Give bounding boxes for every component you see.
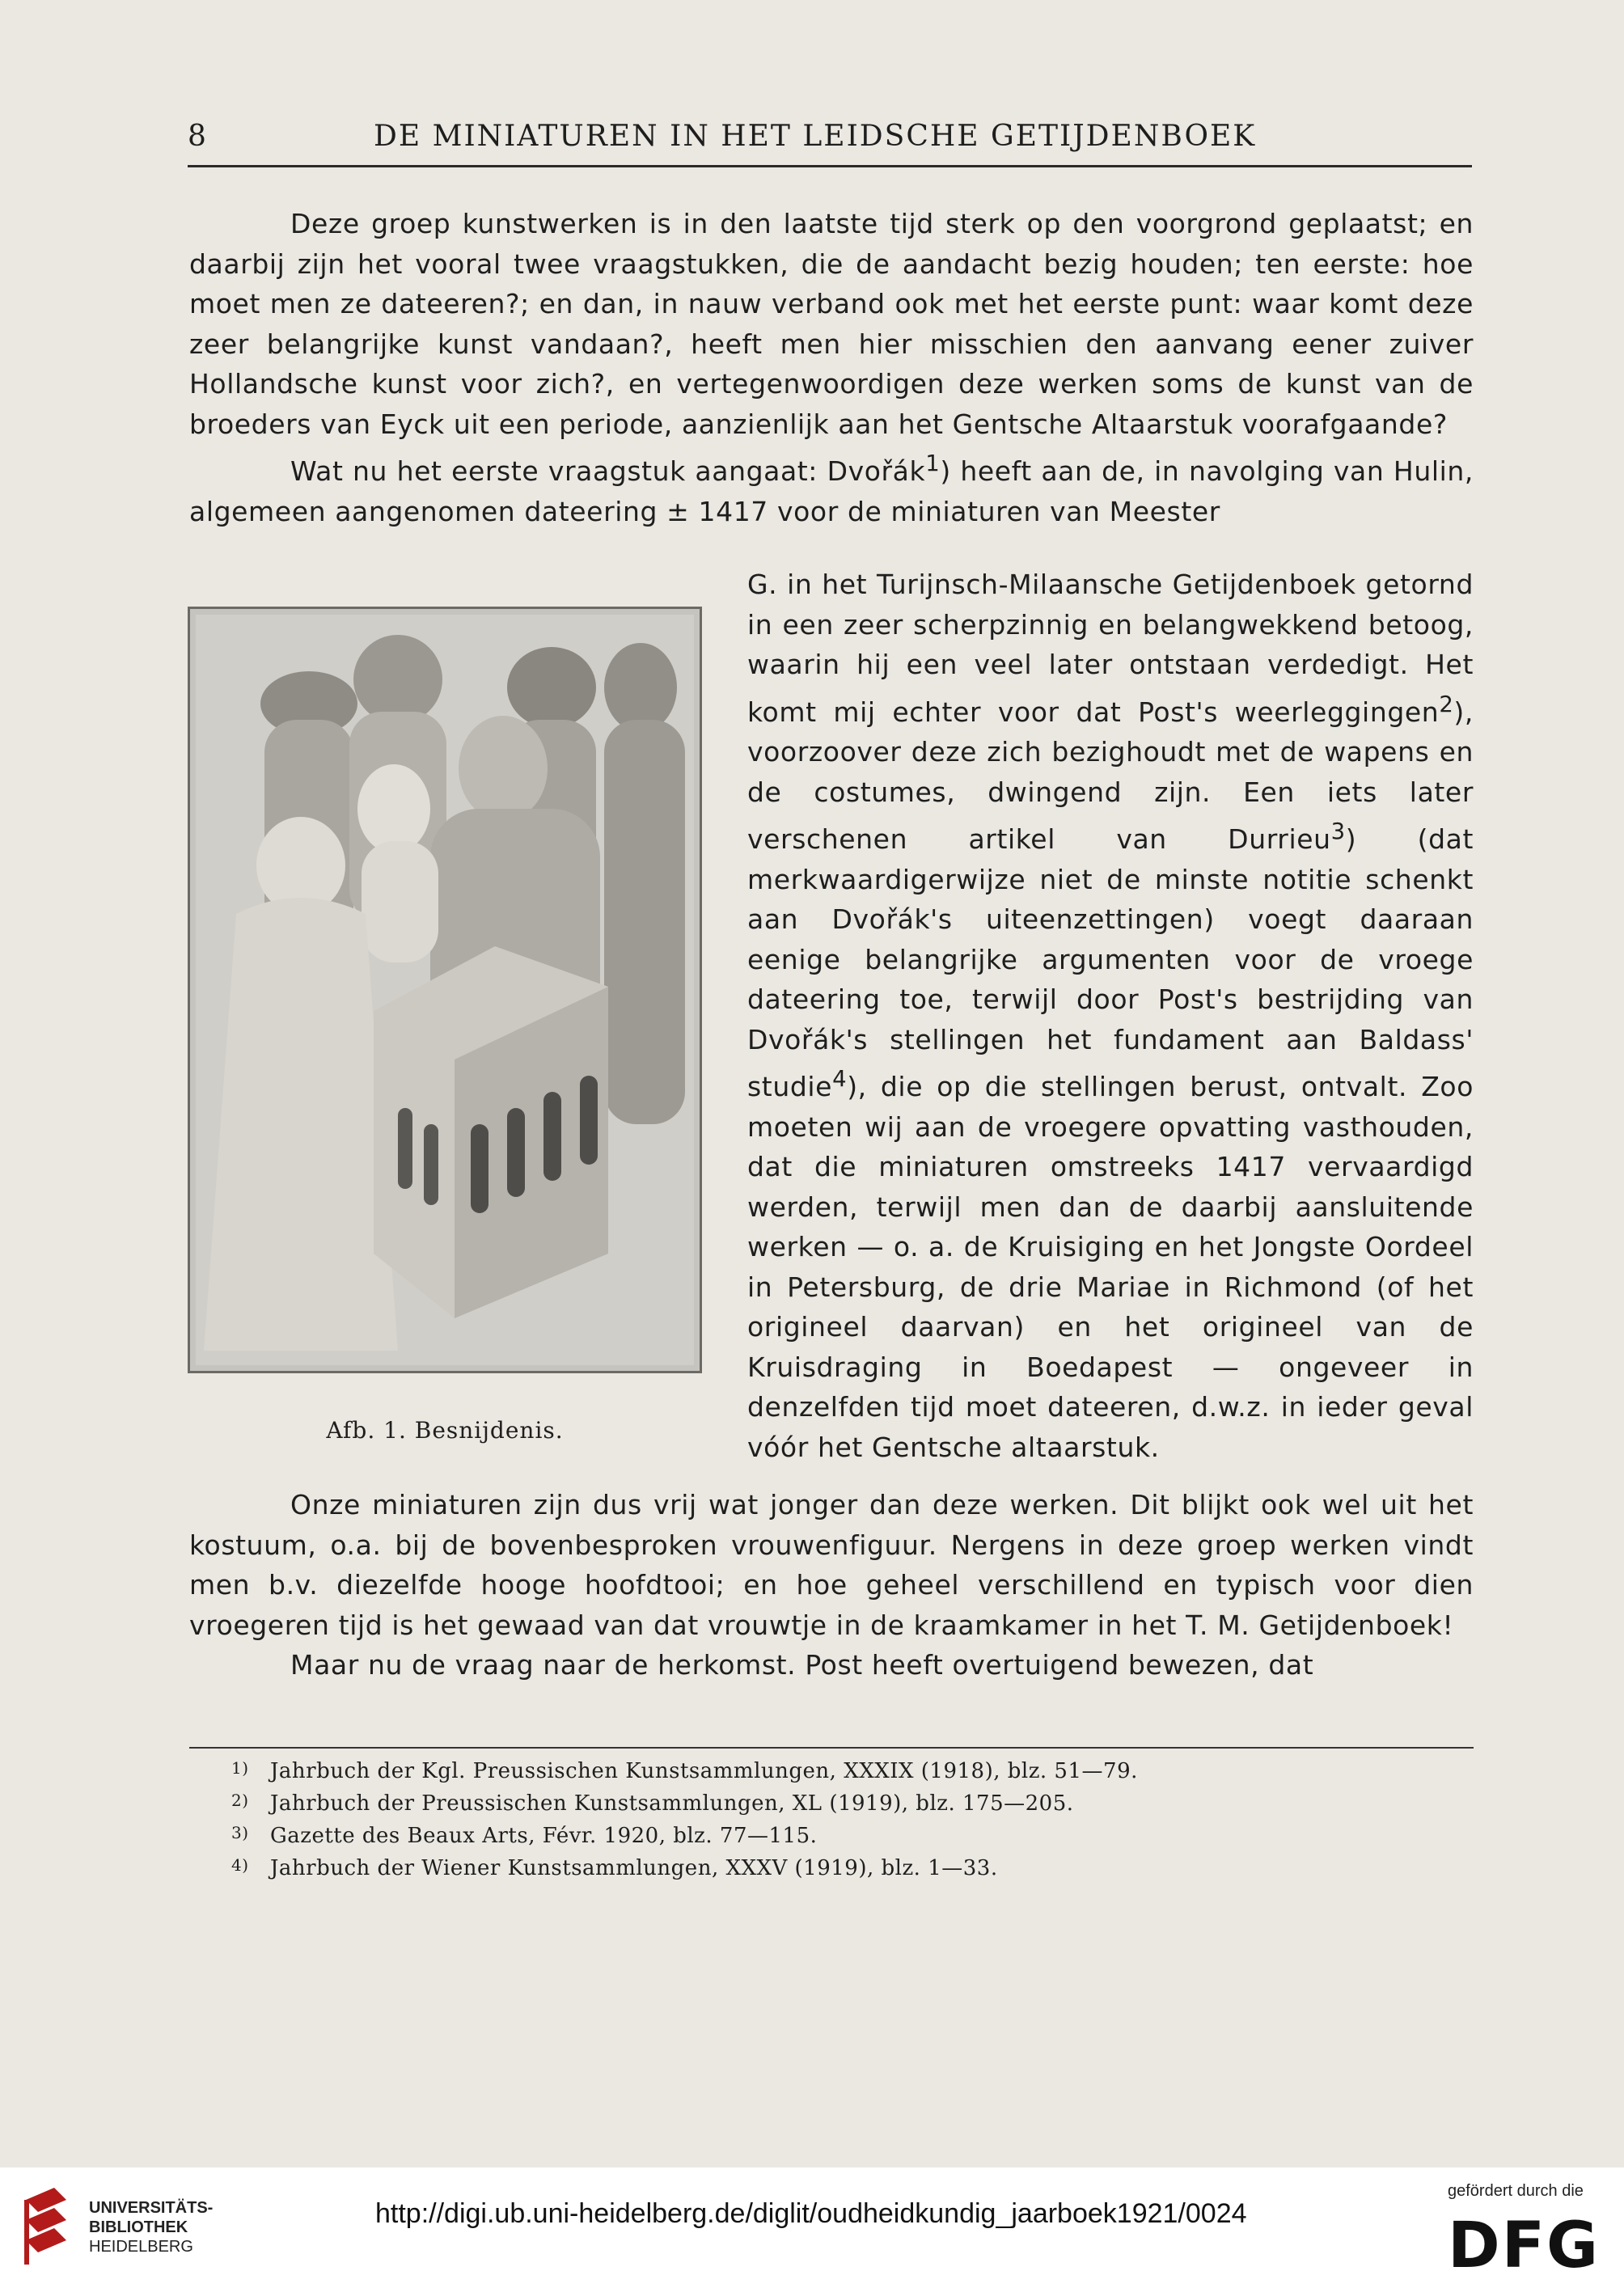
footnote-text: Gazette des Beaux Arts, Févr. 1920, blz. 77—115.	[270, 1824, 818, 1848]
library-name-line: BIBLIOTHEK	[89, 2218, 188, 2236]
body-text-top	[189, 204, 1474, 531]
library-name-line: UNIVERSITÄTS-	[89, 2199, 214, 2217]
footnote	[231, 1852, 1322, 1884]
footnote-mark: 2)	[231, 1791, 249, 1810]
text-run: G. in het Turijnsch-Milaansche Getijdenboek getornd in een zeer scherpzinnig en belangwekkend betoog, waarin hij een veel later ontstaan verdedigt. Het komt mij echter voor dat Post's weerleggingen	[747, 569, 1474, 728]
footnote-divider	[189, 1747, 1474, 1749]
footnote-text: Jahrbuch der Kgl. Preussischen Kunstsammlungen, XXXIX (1918), blz. 51—79.	[270, 1759, 1138, 1783]
footnote	[231, 1755, 1322, 1787]
miniature-illustration	[188, 607, 702, 1373]
footnote-ref: 2	[1439, 691, 1454, 717]
permalink-url[interactable]: http://digi.ub.uni-heidelberg.de/diglit/oudheidkundig_jaarboek1921/0024	[375, 2198, 1247, 2229]
footnote-mark: 4)	[231, 1855, 249, 1875]
paragraph	[747, 565, 1474, 1467]
footnote-text: Jahrbuch der Wiener Kunstsammlungen, XXXV (1919), blz. 1—33.	[270, 1856, 998, 1880]
paragraph	[189, 444, 1474, 531]
page-header	[188, 120, 1472, 167]
library-logo-icon	[18, 2184, 74, 2273]
text-run: ) heeft aan de, in navolging van Hulin, algemeen aangenomen dateering ± 1417 voor de miniaturen van Meester	[189, 455, 1474, 527]
footnote-mark: 1)	[231, 1758, 249, 1778]
paragraph: Deze groep kunstwerken is in den laatste tijd sterk op den voorgrond geplaatst; en daarbij zijn het vooral twee vraagstukken, die de aandacht bezig houden; ten eerste: hoe moet men ze dateeren?; en dan, in nauw verband ook met het eerste punt: waar komt deze zeer belangrijke kunst vandaan?, heeft men hier misschien den aanvang eener zuiver Hollandsche kunst voor zich?, en vertegenwoordigen deze werken soms de kunst van de broeders van Eyck uit een periode, aanzienlijk aan het Gentsche Altaarstuk voorafgaande?	[189, 208, 1474, 440]
footnote	[231, 1820, 1322, 1852]
text-run: ), voorzoover deze zich bezighoudt met de wapens en de costumes, dwingend zijn. Een iets later verschenen artikel van Durrieu	[747, 696, 1474, 855]
figure-image	[188, 607, 702, 1373]
running-head: DE MINIATUREN IN HET LEIDSCHE GETIJDENBOEK	[374, 120, 1257, 153]
footnote-text: Jahrbuch der Preussischen Kunstsammlungen, XL (1919), blz. 175—205.	[270, 1791, 1074, 1816]
figure-caption: Afb. 1. Besnijdenis.	[326, 1417, 564, 1444]
library-name-line: HEIDELBERG	[89, 2238, 193, 2256]
paragraph: Maar nu de vraag naar de herkomst. Post heeft overtuigend bewezen, dat	[290, 1649, 1314, 1681]
page-number: 8	[188, 120, 206, 153]
footnote-ref: 3	[1330, 818, 1346, 844]
footnote-ref: 1	[925, 450, 941, 476]
paragraph: Onze miniaturen zijn dus vrij wat jonger dan deze werken. Dit blijkt ook wel uit het kostuum, o.a. bij de bovenbesproken vrouwenfiguur. Nergens in deze groep werken vindt men b.v. diezelfde hooge hoofdtooi; en hoe geheel verschillend en typisch voor dien vroegeren tijd is het gewaad van dat vrouwtje in de kraamkamer in het T. M. Getijdenboek!	[189, 1489, 1474, 1641]
footnote-mark: 3)	[231, 1823, 249, 1842]
text-run: Wat nu het eerste vraagstuk aangaat: Dvořák	[290, 455, 926, 487]
footnote	[231, 1787, 1322, 1820]
footnote-ref: 4	[832, 1066, 848, 1092]
text-run: ) (dat merkwaardigerwijze niet de minste notitie schenkt aan Dvořák's uiteenzettingen) voegt daaraan eenige belangrijke argumenten voor de vroege dateering toe, terwijl door Post's bestrijding van Dvořák's stellingen het fundament aan Baldass' studie	[747, 823, 1474, 1102]
footnotes	[231, 1755, 1322, 1884]
funding-label: gefördert durch die	[1448, 2182, 1584, 2200]
body-text-side	[747, 565, 1474, 1467]
body-text-bottom	[189, 1485, 1474, 1685]
dfg-logo: DFG	[1448, 2210, 1601, 2282]
text-run: ), die op die stellingen berust, ontvalt. Zoo moeten wij aan de vroegere opvatting vasthouden, dat die miniaturen omstreeks 1417 vervaardigd werden, terwijl men dan de daarbij aansluitende werken — o. a. de Kruisiging en het Jongste Oordeel in Petersburg, de drie Mariae in Richmond (of het origineel daarvan) en het origineel van de Kruisdraging in Boedapest — ongeveer in denzelfden tijd moet dateeren, d.w.z. in ieder geval vóór het Gentsche altaarstuk.	[747, 1071, 1474, 1463]
library-name	[89, 2198, 213, 2256]
